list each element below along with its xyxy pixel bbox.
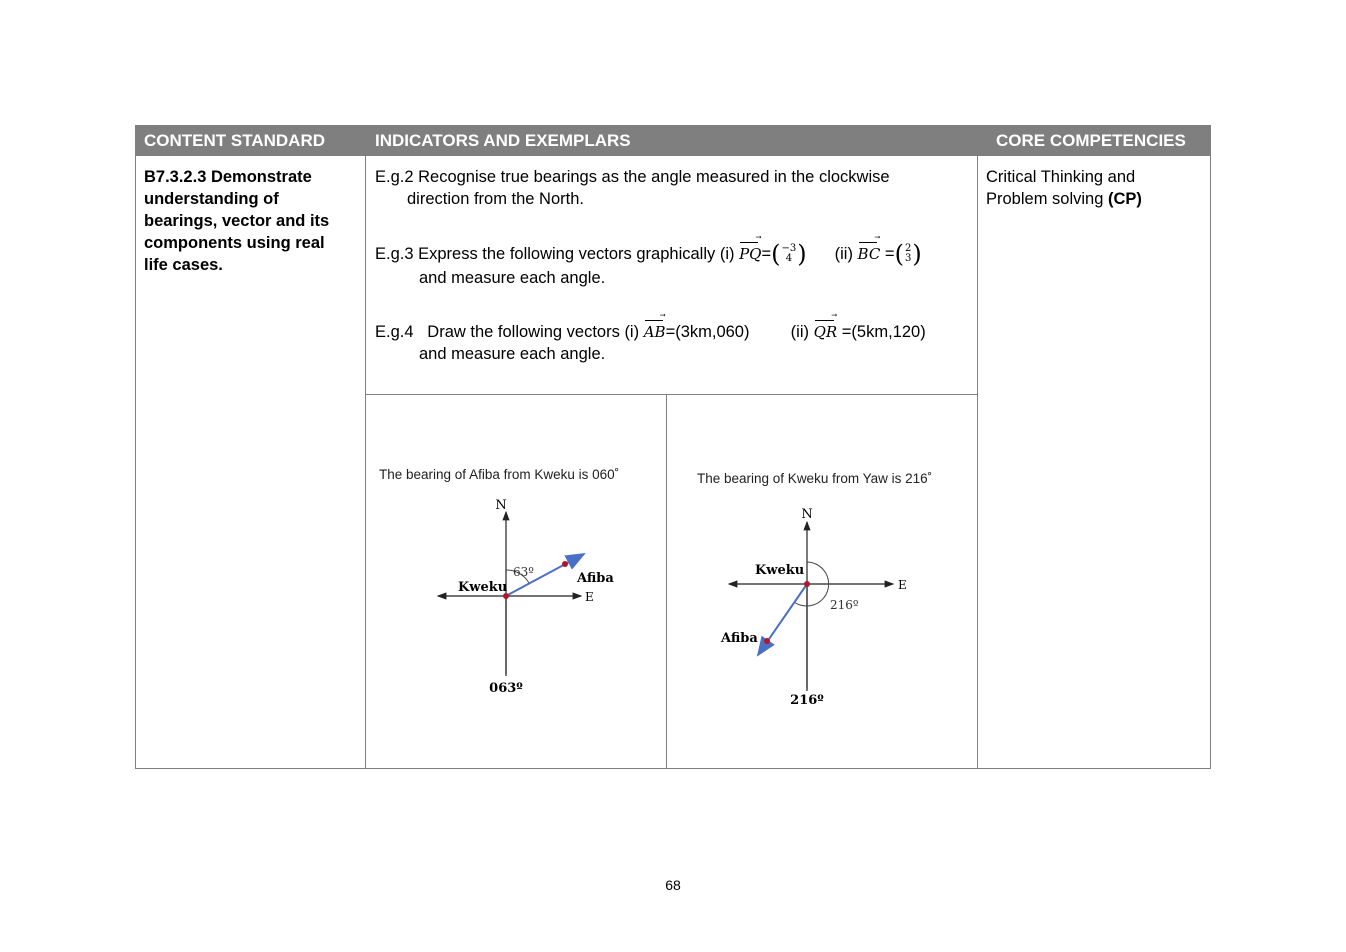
north-label: N	[495, 498, 507, 513]
content-standard-text	[144, 166, 359, 276]
table-border-left	[135, 125, 136, 769]
header-indicators: INDICATORS AND EXEMPLARS	[366, 125, 977, 156]
eg3-prefix: E.g.3 Express the following vectors graphically (i)	[375, 245, 735, 263]
competencies-code: (CP)	[1107, 190, 1142, 208]
eg4-mid: (ii)	[790, 323, 809, 341]
exemplar-eg4	[375, 321, 975, 365]
table-border-bottom	[135, 768, 1211, 769]
vector-bc: BC	[858, 243, 881, 265]
content-standard-line: bearings, vector and its	[144, 212, 330, 230]
eg3-mid: (ii)	[834, 245, 853, 263]
kweku-label: Kweku	[755, 563, 805, 578]
competencies-line1: Critical Thinking and	[986, 168, 1136, 186]
table-border-top	[135, 125, 1211, 126]
bearing-label: 216º	[790, 693, 824, 708]
content-standard-line: B7.3.2.3 Demonstrate	[144, 168, 312, 186]
header-competencies: CORE COMPETENCIES	[978, 125, 1211, 156]
eg4-line2: and measure each angle.	[419, 345, 606, 363]
content-standard-line: understanding of	[144, 190, 279, 208]
angle-label: 216º	[830, 598, 859, 612]
figure-right-diagram	[667, 394, 977, 768]
competencies-text	[986, 166, 1206, 210]
content-standard-line: components using real	[144, 234, 325, 252]
eg2-line2: direction from the North.	[407, 190, 584, 208]
bearing-label: 063º	[489, 681, 523, 696]
north-label: N	[801, 507, 813, 522]
exemplar-eg3: E.g.3 Express the following vectors graphically (i) PQ = ( −3 4 ) (ii) BC = ( 2 3 ) and measure each angle.	[375, 241, 975, 289]
kweku-label: Kweku	[458, 580, 508, 595]
figure-left-diagram	[366, 394, 666, 768]
content-standard-line: life cases.	[144, 256, 223, 274]
angle-label: 63º	[513, 565, 534, 579]
eg4-val2: =(5km,120)	[841, 323, 926, 341]
eg3-line2: and measure each angle.	[419, 269, 606, 287]
exemplar-eg2	[375, 166, 975, 210]
east-label: E	[898, 578, 907, 592]
point-afiba	[764, 638, 770, 644]
point-kweku	[804, 581, 810, 587]
header-content-standard: CONTENT STANDARD	[135, 125, 365, 156]
column-vector-bc: ( 2 3 )	[894, 240, 922, 268]
vector-qr: QR	[814, 321, 838, 343]
figure-right-title: The bearing of Kweku from Yaw is 216˚	[697, 471, 933, 486]
table-border-right	[1210, 125, 1211, 769]
bearing-vector	[758, 584, 807, 655]
eg4-prefix: E.g.4 Draw the following vectors (i)	[375, 323, 640, 341]
vector-pq: PQ	[739, 243, 761, 265]
curriculum-table	[135, 125, 1211, 769]
point-afiba	[562, 561, 568, 567]
eg4-val1: =(3km,060)	[665, 323, 750, 341]
column-divider-2	[977, 125, 978, 769]
page-number: 68	[665, 877, 681, 893]
column-vector-pq: ( −3 4 )	[771, 240, 807, 268]
afiba-label: Afiba	[721, 631, 758, 646]
competencies-line2: Problem solving	[986, 190, 1104, 208]
vector-ab: AB	[644, 321, 666, 343]
afiba-label: Afiba	[577, 571, 614, 586]
eg2-line1: E.g.2 Recognise true bearings as the angle measured in the clockwise	[375, 168, 890, 186]
figure-left-title: The bearing of Afiba from Kweku is 060˚	[379, 467, 620, 482]
east-label: E	[585, 590, 594, 604]
